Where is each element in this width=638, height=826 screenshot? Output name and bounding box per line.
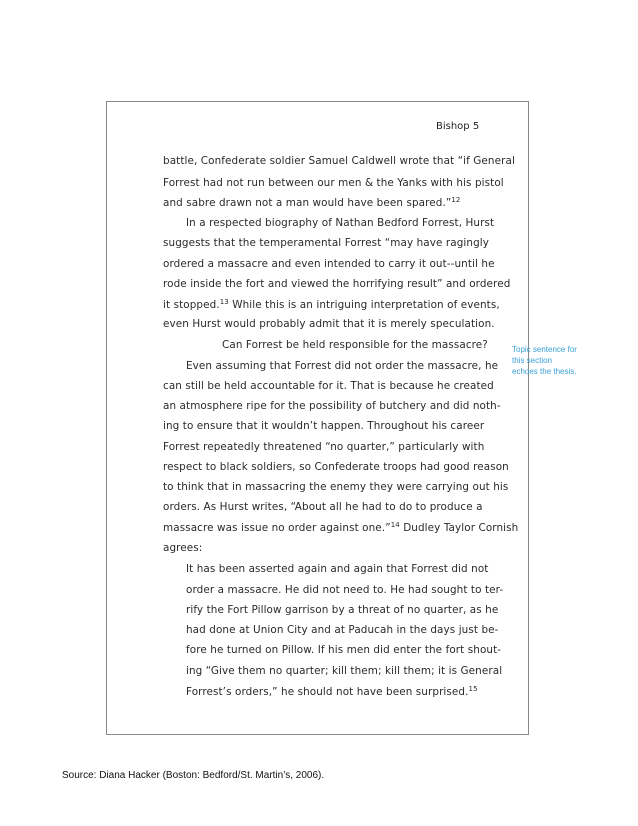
text-line — [186, 644, 501, 656]
text-line — [186, 624, 499, 636]
text-line — [163, 501, 483, 513]
text-line — [163, 481, 508, 493]
text-line — [163, 542, 202, 554]
line-text: agrees: — [163, 542, 203, 554]
annotation-line: this section — [512, 356, 553, 365]
running-header: Bishop 5 — [436, 121, 480, 132]
text-line — [163, 400, 501, 412]
line-text: fore he turned on Pillow. If his men did enter the fort shout- — [186, 644, 502, 656]
text-line — [163, 196, 460, 209]
line-text: suggests that the temperamental Forrest “may have ragingly — [163, 237, 490, 249]
line-text: rode inside the fort and viewed the horrifying result” and ordered — [163, 278, 511, 290]
margin-annotation — [512, 344, 602, 377]
footnote-number: 13 — [219, 298, 229, 306]
line-text-continued: Dudley Taylor Cornish — [399, 522, 519, 534]
line-text: ordered a massacre and even intended to carry it out--until he — [163, 258, 495, 270]
line-text: had done at Union City and at Paducah in the days just be- — [186, 624, 499, 636]
text-line — [163, 318, 495, 330]
text-line — [163, 155, 515, 167]
text-line — [163, 177, 504, 189]
line-text: can still be held accountable for it. That is because he created — [163, 380, 494, 392]
text-line — [163, 521, 518, 534]
annotation-line: echoes the thesis. — [512, 367, 577, 376]
source-caption: Source: Diana Hacker (Boston: Bedford/St. Martin’s, 2006). — [62, 770, 325, 781]
text-line — [163, 258, 495, 270]
line-text: ing “Give them no quarter; kill them; kill them; it is General — [186, 665, 503, 677]
text-line — [186, 563, 488, 575]
line-text: Can Forrest be held responsible for the massacre? — [222, 339, 488, 351]
text-line — [163, 461, 509, 473]
text-line — [186, 584, 503, 596]
text-line — [163, 380, 494, 392]
text-line — [186, 685, 478, 698]
line-text: In a respected biography of Nathan Bedford Forrest, Hurst — [186, 217, 495, 229]
footnote-number: 14 — [390, 521, 400, 529]
text-line — [163, 278, 510, 290]
line-text: an atmosphere ripe for the possibility of butchery and did noth- — [163, 400, 501, 412]
text-line — [163, 420, 484, 432]
text-line — [186, 665, 502, 677]
line-text: rify the Fort Pillow garrison by a threat of no quarter, as he — [186, 604, 499, 616]
line-text: order a massacre. He did not need to. He had sought to ter- — [186, 584, 504, 596]
text-line — [186, 360, 498, 372]
annotation-line: Topic sentence for — [512, 345, 577, 354]
line-text: it stopped. — [163, 299, 220, 311]
text-line — [163, 441, 484, 453]
line-text: massacre was issue no order against one.” — [163, 522, 391, 534]
line-text: Forrest’s orders,” he should not have been surprised. — [186, 686, 469, 698]
line-text-continued: While this is an intriguing interpretation of events, — [228, 299, 500, 311]
line-text: battle, Confederate soldier Samuel Caldwell wrote that “if General — [163, 155, 515, 167]
text-line — [222, 339, 488, 351]
line-text: Forrest had not run between our men & the Yanks with his pistol — [163, 177, 504, 189]
line-text: Even assuming that Forrest did not order the massacre, he — [186, 360, 499, 372]
line-text: even Hurst would probably admit that it is merely speculation. — [163, 318, 495, 330]
footnote-number: 15 — [468, 685, 478, 693]
text-line — [163, 237, 489, 249]
line-text: Forrest repeatedly threatened “no quarter,” particularly with — [163, 441, 485, 453]
text-line — [163, 298, 500, 311]
footnote-number: 12 — [451, 196, 461, 204]
line-text: respect to black soldiers, so Confederate troops had good reason — [163, 461, 509, 473]
line-text: orders. As Hurst writes, “About all he had to do to produce a — [163, 501, 483, 513]
line-text: ing to ensure that it wouldn’t happen. Throughout his career — [163, 420, 485, 432]
line-text: to think that in massacring the enemy they were carrying out his — [163, 481, 509, 493]
line-text: It has been asserted again and again that Forrest did not — [186, 563, 489, 575]
text-line — [186, 604, 498, 616]
text-line — [186, 217, 494, 229]
line-text: and sabre drawn not a man would have been spared.” — [163, 197, 452, 209]
